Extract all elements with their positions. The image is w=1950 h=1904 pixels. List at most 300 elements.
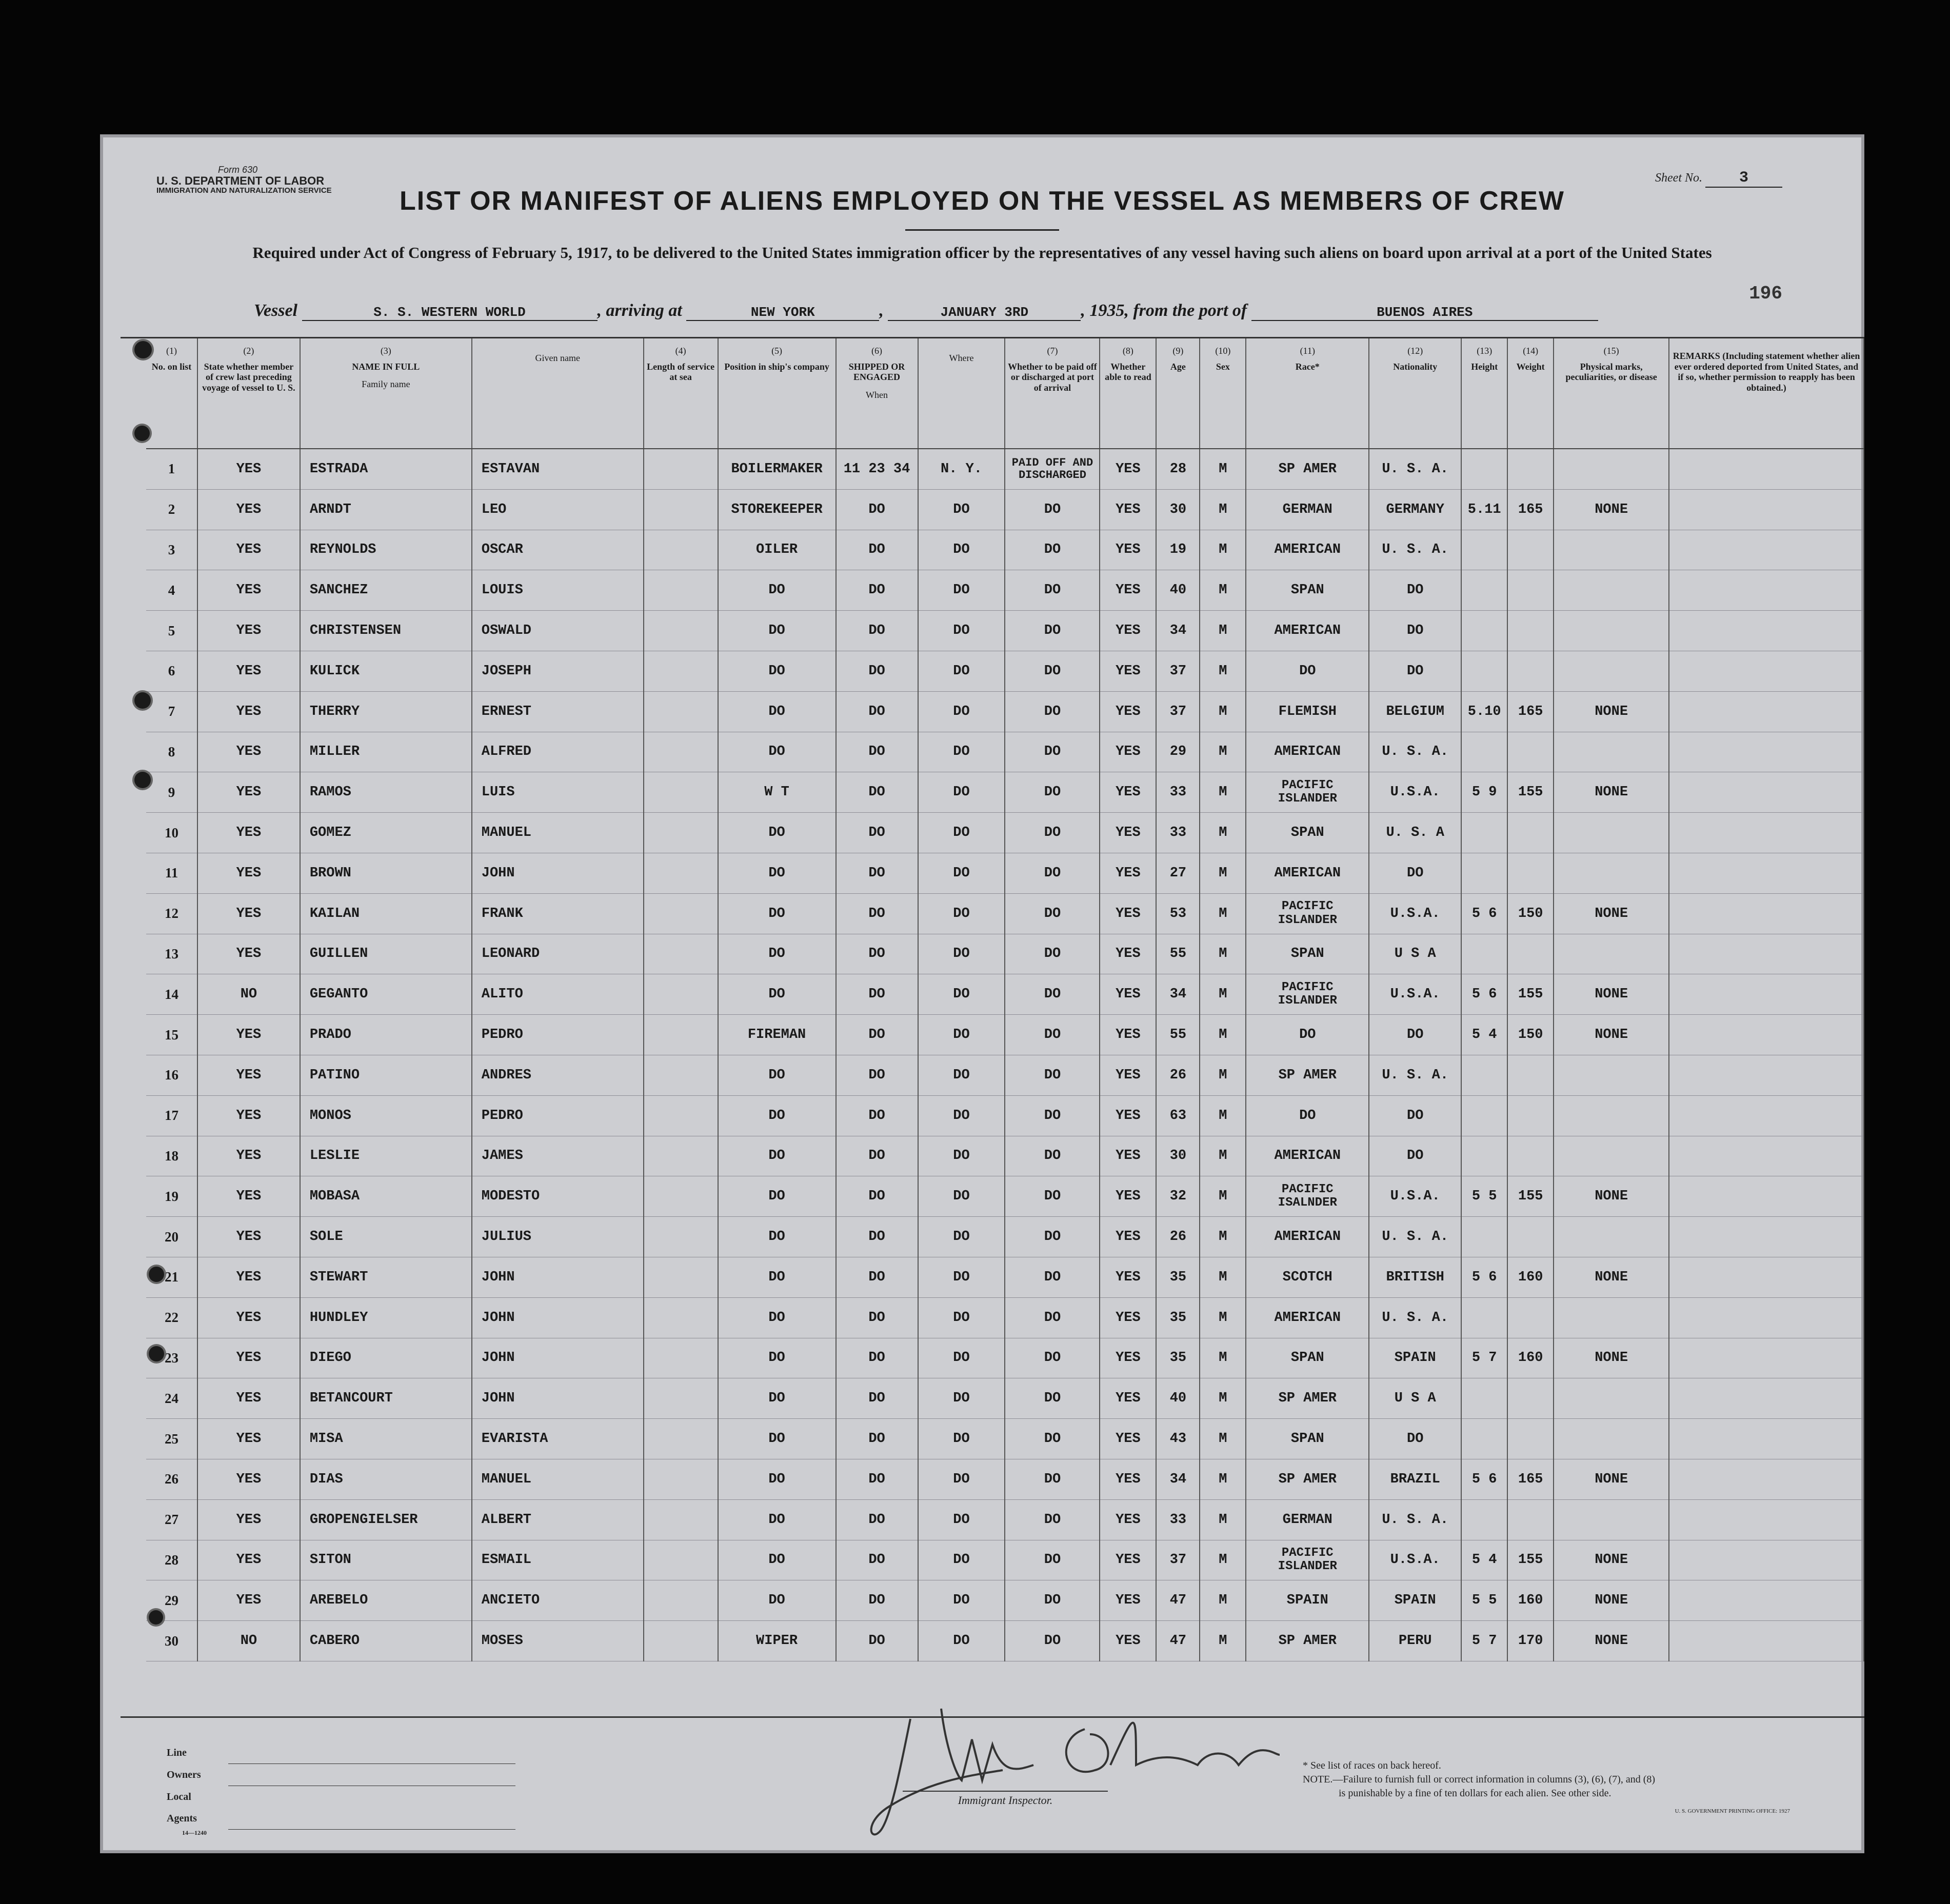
column-header (1369, 338, 1461, 449)
shipped-where-cell: DO (918, 1338, 1005, 1378)
given-name-cell: LUIS (472, 772, 644, 813)
race-cell: SP AMER (1246, 449, 1369, 489)
nationality-cell: U.S.A. (1369, 772, 1461, 813)
previous-voyage-cell: YES (197, 489, 300, 530)
family-name-cell: ESTRADA (300, 449, 472, 489)
shipped-when-cell: DO (836, 651, 918, 691)
able-to-read-cell: YES (1100, 489, 1156, 530)
given-name-cell: ALBERT (472, 1499, 644, 1540)
race-cell: PACIFIC ISLANDER (1246, 974, 1369, 1015)
paid-off-cell: DO (1005, 1176, 1100, 1217)
paid-off-cell: DO (1005, 691, 1100, 732)
shipped-when-cell: DO (836, 1015, 918, 1055)
race-cell: SPAN (1246, 570, 1369, 611)
position-cell: DO (718, 1580, 836, 1621)
able-to-read-cell: YES (1100, 772, 1156, 813)
shipped-where-cell: DO (918, 732, 1005, 772)
height-cell (1461, 1095, 1507, 1136)
previous-voyage-cell: YES (197, 853, 300, 893)
family-name-cell: GUILLEN (300, 934, 472, 974)
sex-cell: M (1200, 1217, 1246, 1257)
vessel-name: S. S. WESTERN WORLD (302, 305, 598, 321)
table-row (146, 732, 1864, 772)
nationality-cell: DO (1369, 651, 1461, 691)
able-to-read-cell: YES (1100, 1338, 1156, 1378)
sheet-number-value: 3 (1705, 169, 1782, 188)
shipped-where-cell: DO (918, 1055, 1005, 1095)
physical-marks-cell: NONE (1554, 1176, 1669, 1217)
row-number-cell: 22 (146, 1297, 197, 1338)
row-number-cell: 25 (146, 1419, 197, 1459)
given-name-cell: JOHN (472, 853, 644, 893)
position-cell: FIREMAN (718, 1015, 836, 1055)
shipped-where-cell: DO (918, 1621, 1005, 1661)
able-to-read-cell: YES (1100, 1540, 1156, 1580)
family-name-cell: MONOS (300, 1095, 472, 1136)
physical-marks-cell (1554, 1055, 1669, 1095)
physical-marks-cell (1554, 934, 1669, 974)
age-cell: 34 (1156, 611, 1200, 651)
able-to-read-cell: YES (1100, 1055, 1156, 1095)
able-to-read-cell: YES (1100, 934, 1156, 974)
remarks-cell (1669, 1055, 1864, 1095)
shipped-where-cell: DO (918, 853, 1005, 893)
races-note: * See list of races on back hereof. (1303, 1760, 1441, 1771)
physical-marks-cell (1554, 732, 1669, 772)
paid-off-cell: DO (1005, 1257, 1100, 1297)
position-cell: DO (718, 1499, 836, 1540)
service-length-cell (644, 449, 718, 489)
position-cell: DO (718, 1176, 836, 1217)
weight-cell: 155 (1507, 974, 1554, 1015)
able-to-read-cell: YES (1100, 1176, 1156, 1217)
able-to-read-cell: YES (1100, 691, 1156, 732)
able-to-read-cell: YES (1100, 974, 1156, 1015)
age-cell: 29 (1156, 732, 1200, 772)
column-label: Nationality (1393, 361, 1438, 372)
column-number: (8) (1122, 346, 1133, 356)
column-sublabel: Family name (362, 379, 410, 390)
column-header (836, 338, 918, 449)
column-label: Age (1170, 361, 1186, 372)
column-number: (13) (1477, 346, 1493, 356)
family-name-cell: BETANCOURT (300, 1378, 472, 1419)
column-number: (12) (1407, 346, 1423, 356)
physical-marks-cell (1554, 611, 1669, 651)
paid-off-cell: DO (1005, 1095, 1100, 1136)
shipped-where-cell: DO (918, 1499, 1005, 1540)
position-cell: DO (718, 934, 836, 974)
shipped-where-cell: DO (918, 1217, 1005, 1257)
paid-off-cell: DO (1005, 1499, 1100, 1540)
row-number-cell: 27 (146, 1499, 197, 1540)
service-length-cell (644, 1540, 718, 1580)
able-to-read-cell: YES (1100, 1378, 1156, 1419)
weight-cell (1507, 570, 1554, 611)
remarks-cell (1669, 611, 1864, 651)
remarks-cell (1669, 1621, 1864, 1661)
shipped-when-cell: 11 23 34 (836, 449, 918, 489)
nationality-cell: U. S. A. (1369, 1297, 1461, 1338)
column-number: (11) (1300, 346, 1315, 356)
column-header (1461, 338, 1507, 449)
from-label: , from the port of (1124, 301, 1247, 320)
paid-off-cell: DO (1005, 1055, 1100, 1095)
previous-voyage-cell: YES (197, 691, 300, 732)
height-cell: 5 4 (1461, 1540, 1507, 1580)
service-length-cell (644, 1378, 718, 1419)
shipped-when-cell: DO (836, 489, 918, 530)
previous-voyage-cell: YES (197, 1257, 300, 1297)
table-row (146, 1095, 1864, 1136)
remarks-cell (1669, 530, 1864, 570)
nationality-cell: BELGIUM (1369, 691, 1461, 732)
paid-off-cell: DO (1005, 1297, 1100, 1338)
given-name-cell: JULIUS (472, 1217, 644, 1257)
column-label: Sex (1216, 361, 1230, 372)
height-cell (1461, 651, 1507, 691)
binder-hole (134, 341, 152, 358)
weight-cell: 160 (1507, 1257, 1554, 1297)
race-cell: AMERICAN (1246, 611, 1369, 651)
column-header (1005, 338, 1100, 449)
shipped-when-cell: DO (836, 934, 918, 974)
position-cell: DO (718, 1297, 836, 1338)
nationality-cell: BRITISH (1369, 1257, 1461, 1297)
shipped-when-cell: DO (836, 853, 918, 893)
column-header (1246, 338, 1369, 449)
physical-marks-cell: NONE (1554, 1621, 1669, 1661)
arrival-port: NEW YORK (686, 305, 879, 321)
nationality-cell: DO (1369, 1095, 1461, 1136)
previous-voyage-cell: YES (197, 570, 300, 611)
nationality-cell: DO (1369, 1136, 1461, 1176)
previous-voyage-cell: YES (197, 893, 300, 934)
service-length-cell (644, 651, 718, 691)
family-name-cell: GEGANTO (300, 974, 472, 1015)
sex-cell: M (1200, 1297, 1246, 1338)
column-header (1200, 338, 1246, 449)
remarks-cell (1669, 934, 1864, 974)
shipped-when-cell: DO (836, 1338, 918, 1378)
physical-marks-cell: NONE (1554, 893, 1669, 934)
race-cell: FLEMISH (1246, 691, 1369, 732)
family-name-cell: MILLER (300, 732, 472, 772)
race-cell: SPAIN (1246, 1580, 1369, 1621)
height-cell (1461, 1136, 1507, 1176)
sheet-number (1655, 169, 1782, 188)
position-cell: DO (718, 813, 836, 853)
page-subtitle: Required under Act of Congress of February 5, 1917, to be delivered to the United States immigration officer by the representatives of any vessel having such aliens on board upon arrival at a port of the United States (252, 244, 1712, 262)
age-cell: 27 (1156, 853, 1200, 893)
height-cell: 5 4 (1461, 1015, 1507, 1055)
physical-marks-cell (1554, 1419, 1669, 1459)
position-cell: DO (718, 611, 836, 651)
form-code: 14—1240 (182, 1829, 207, 1836)
paid-off-cell: DO (1005, 1621, 1100, 1661)
paid-off-cell: DO (1005, 893, 1100, 934)
height-cell (1461, 732, 1507, 772)
column-header (718, 338, 836, 449)
shipped-when-cell: DO (836, 1055, 918, 1095)
previous-voyage-cell: YES (197, 1095, 300, 1136)
nationality-cell: PERU (1369, 1621, 1461, 1661)
age-cell: 26 (1156, 1055, 1200, 1095)
weight-cell: 160 (1507, 1338, 1554, 1378)
nationality-cell: U. S. A. (1369, 530, 1461, 570)
shipped-where-cell: DO (918, 489, 1005, 530)
nationality-cell: SPAIN (1369, 1338, 1461, 1378)
manifest-sheet (100, 134, 1864, 1853)
row-number-cell: 28 (146, 1540, 197, 1580)
age-cell: 43 (1156, 1419, 1200, 1459)
height-cell (1461, 449, 1507, 489)
previous-voyage-cell: YES (197, 732, 300, 772)
previous-voyage-cell: YES (197, 1015, 300, 1055)
shipped-where-cell: DO (918, 1459, 1005, 1499)
shipped-when-cell: DO (836, 1621, 918, 1661)
paid-off-cell: DO (1005, 489, 1100, 530)
family-name-cell: HUNDLEY (300, 1297, 472, 1338)
race-cell: DO (1246, 1015, 1369, 1055)
race-cell: AMERICAN (1246, 530, 1369, 570)
crew-table-body (146, 449, 1864, 1661)
height-cell (1461, 611, 1507, 651)
age-cell: 33 (1156, 813, 1200, 853)
able-to-read-cell: YES (1100, 1297, 1156, 1338)
service-length-cell (644, 1297, 718, 1338)
able-to-read-cell: YES (1100, 853, 1156, 893)
nationality-cell: U.S.A. (1369, 1176, 1461, 1217)
service-length-cell (644, 570, 718, 611)
department-name: U. S. DEPARTMENT OF LABOR (156, 174, 325, 187)
table-row (146, 893, 1864, 934)
paid-off-cell: DO (1005, 1540, 1100, 1580)
height-cell (1461, 570, 1507, 611)
shipped-when-cell: DO (836, 1095, 918, 1136)
table-row (146, 651, 1864, 691)
weight-cell (1507, 449, 1554, 489)
table-row (146, 1580, 1864, 1621)
physical-marks-cell (1554, 853, 1669, 893)
position-cell: DO (718, 651, 836, 691)
row-number-cell: 10 (146, 813, 197, 853)
footer-rule (121, 1716, 1864, 1718)
given-name-cell: LOUIS (472, 570, 644, 611)
race-cell: PACIFIC ISALNDER (1246, 1176, 1369, 1217)
column-label: Position in ship's company (724, 361, 829, 372)
age-cell: 53 (1156, 893, 1200, 934)
position-cell: W T (718, 772, 836, 813)
column-header (472, 338, 644, 449)
shipped-when-cell: DO (836, 530, 918, 570)
remarks-cell (1669, 893, 1864, 934)
column-label: Race* (1295, 361, 1320, 372)
family-name-cell: SITON (300, 1540, 472, 1580)
line-label: Line (167, 1747, 187, 1758)
given-name-cell: MOSES (472, 1621, 644, 1661)
service-length-cell (644, 772, 718, 813)
column-header (918, 338, 1005, 449)
binder-hole (134, 426, 150, 441)
age-cell: 37 (1156, 691, 1200, 732)
position-cell: DO (718, 974, 836, 1015)
shipped-when-cell: DO (836, 732, 918, 772)
physical-marks-cell: NONE (1554, 1580, 1669, 1621)
table-row (146, 974, 1864, 1015)
remarks-cell (1669, 732, 1864, 772)
sex-cell: M (1200, 570, 1246, 611)
remarks-cell (1669, 1540, 1864, 1580)
weight-cell: 160 (1507, 1580, 1554, 1621)
line-field (228, 1742, 515, 1764)
column-header (1100, 338, 1156, 449)
sex-cell: M (1200, 893, 1246, 934)
nationality-cell: SPAIN (1369, 1580, 1461, 1621)
row-number-cell: 21 (146, 1257, 197, 1297)
physical-marks-cell (1554, 1499, 1669, 1540)
row-number-cell: 18 (146, 1136, 197, 1176)
nationality-cell: U.S.A. (1369, 974, 1461, 1015)
row-number-cell: 6 (146, 651, 197, 691)
service-length-cell (644, 934, 718, 974)
column-label: Weight (1516, 361, 1545, 372)
table-row (146, 570, 1864, 611)
position-cell: DO (718, 1419, 836, 1459)
service-length-cell (644, 1176, 718, 1217)
row-number-cell: 29 (146, 1580, 197, 1621)
weight-cell: 170 (1507, 1621, 1554, 1661)
family-name-cell: DIEGO (300, 1338, 472, 1378)
binder-hole (149, 1610, 163, 1625)
weight-cell (1507, 813, 1554, 853)
shipped-where-cell: DO (918, 1580, 1005, 1621)
shipped-when-cell: DO (836, 1257, 918, 1297)
sex-cell: M (1200, 1338, 1246, 1378)
physical-marks-cell (1554, 530, 1669, 570)
shipped-where-cell: DO (918, 611, 1005, 651)
paid-off-cell: DO (1005, 1338, 1100, 1378)
paid-off-cell: PAID OFF AND DISCHARGED (1005, 449, 1100, 489)
physical-marks-cell: NONE (1554, 489, 1669, 530)
binder-hole (134, 692, 151, 709)
column-header (146, 338, 197, 449)
physical-marks-cell (1554, 1378, 1669, 1419)
shipped-when-cell: DO (836, 1499, 918, 1540)
height-cell (1461, 1419, 1507, 1459)
column-number: (2) (243, 346, 254, 356)
weight-cell: 155 (1507, 772, 1554, 813)
weight-cell: 165 (1507, 489, 1554, 530)
nationality-cell: DO (1369, 1419, 1461, 1459)
able-to-read-cell: YES (1100, 1419, 1156, 1459)
family-name-cell: ARNDT (300, 489, 472, 530)
age-cell: 55 (1156, 1015, 1200, 1055)
service-length-cell (644, 489, 718, 530)
service-length-cell (644, 1499, 718, 1540)
vessel-line: Vessel S. S. WESTERN WORLD , arriving at NEW YORK , JANUARY 3RD , 1935, from the port of BUENOS AIRES (254, 301, 1598, 321)
previous-voyage-cell: YES (197, 1176, 300, 1217)
given-name-cell: EVARISTA (472, 1419, 644, 1459)
row-number-cell: 19 (146, 1176, 197, 1217)
previous-voyage-cell: YES (197, 1580, 300, 1621)
sex-cell: M (1200, 1257, 1246, 1297)
shipped-when-cell: DO (836, 1297, 918, 1338)
shipped-when-cell: DO (836, 570, 918, 611)
shipped-where-cell: DO (918, 1176, 1005, 1217)
local-agents-field (228, 1808, 515, 1830)
row-number-cell: 23 (146, 1338, 197, 1378)
weight-cell (1507, 1378, 1554, 1419)
shipped-where-cell: DO (918, 1257, 1005, 1297)
row-number-cell: 13 (146, 934, 197, 974)
height-cell (1461, 1217, 1507, 1257)
position-cell: DO (718, 1257, 836, 1297)
column-sublabel: Given name (535, 353, 580, 363)
paid-off-cell: DO (1005, 1580, 1100, 1621)
weight-cell (1507, 1297, 1554, 1338)
previous-voyage-cell: YES (197, 813, 300, 853)
age-cell: 37 (1156, 651, 1200, 691)
row-number-cell: 15 (146, 1015, 197, 1055)
column-header (300, 338, 472, 449)
penalty-note: NOTE.—Failure to furnish full or correct information in columns (3), (6), (7), and (8) (1303, 1774, 1656, 1785)
previous-voyage-cell: YES (197, 1459, 300, 1499)
weight-cell (1507, 611, 1554, 651)
shipped-when-cell: DO (836, 974, 918, 1015)
owners-label: Owners (167, 1769, 201, 1780)
table-row (146, 530, 1864, 570)
race-cell: SPAN (1246, 813, 1369, 853)
column-label: REMARKS (Including statement whether alien ever ordered deported from United States, and if so, whether permission to reapply has been obtained.) (1673, 351, 1860, 393)
weight-cell (1507, 1136, 1554, 1176)
race-cell: SPAN (1246, 934, 1369, 974)
service-length-cell (644, 732, 718, 772)
nationality-cell: U. S. A (1369, 813, 1461, 853)
family-name-cell: GROPENGIELSER (300, 1499, 472, 1540)
shipped-when-cell: DO (836, 813, 918, 853)
position-cell: DO (718, 1055, 836, 1095)
row-number-cell: 30 (146, 1621, 197, 1661)
paid-off-cell: DO (1005, 853, 1100, 893)
shipped-where-cell: DO (918, 1297, 1005, 1338)
service-length-cell (644, 530, 718, 570)
sex-cell: M (1200, 1621, 1246, 1661)
family-name-cell: MOBASA (300, 1176, 472, 1217)
column-number: (3) (380, 346, 391, 356)
column-header (644, 338, 718, 449)
remarks-cell (1669, 1095, 1864, 1136)
paid-off-cell: DO (1005, 1419, 1100, 1459)
shipped-where-cell: DO (918, 772, 1005, 813)
previous-voyage-cell: YES (197, 651, 300, 691)
footer-notes (1303, 1759, 1790, 1815)
table-row (146, 1499, 1864, 1540)
race-cell: AMERICAN (1246, 853, 1369, 893)
remarks-cell (1669, 1419, 1864, 1459)
previous-voyage-cell: YES (197, 1338, 300, 1378)
service-length-cell (644, 974, 718, 1015)
family-name-cell: THERRY (300, 691, 472, 732)
paid-off-cell: DO (1005, 772, 1100, 813)
physical-marks-cell (1554, 813, 1669, 853)
height-cell: 5 6 (1461, 893, 1507, 934)
position-cell: DO (718, 1459, 836, 1499)
remarks-cell (1669, 1257, 1864, 1297)
column-number: (1) (166, 346, 177, 356)
nationality-cell: U.S.A. (1369, 1540, 1461, 1580)
column-number: (6) (871, 346, 883, 356)
